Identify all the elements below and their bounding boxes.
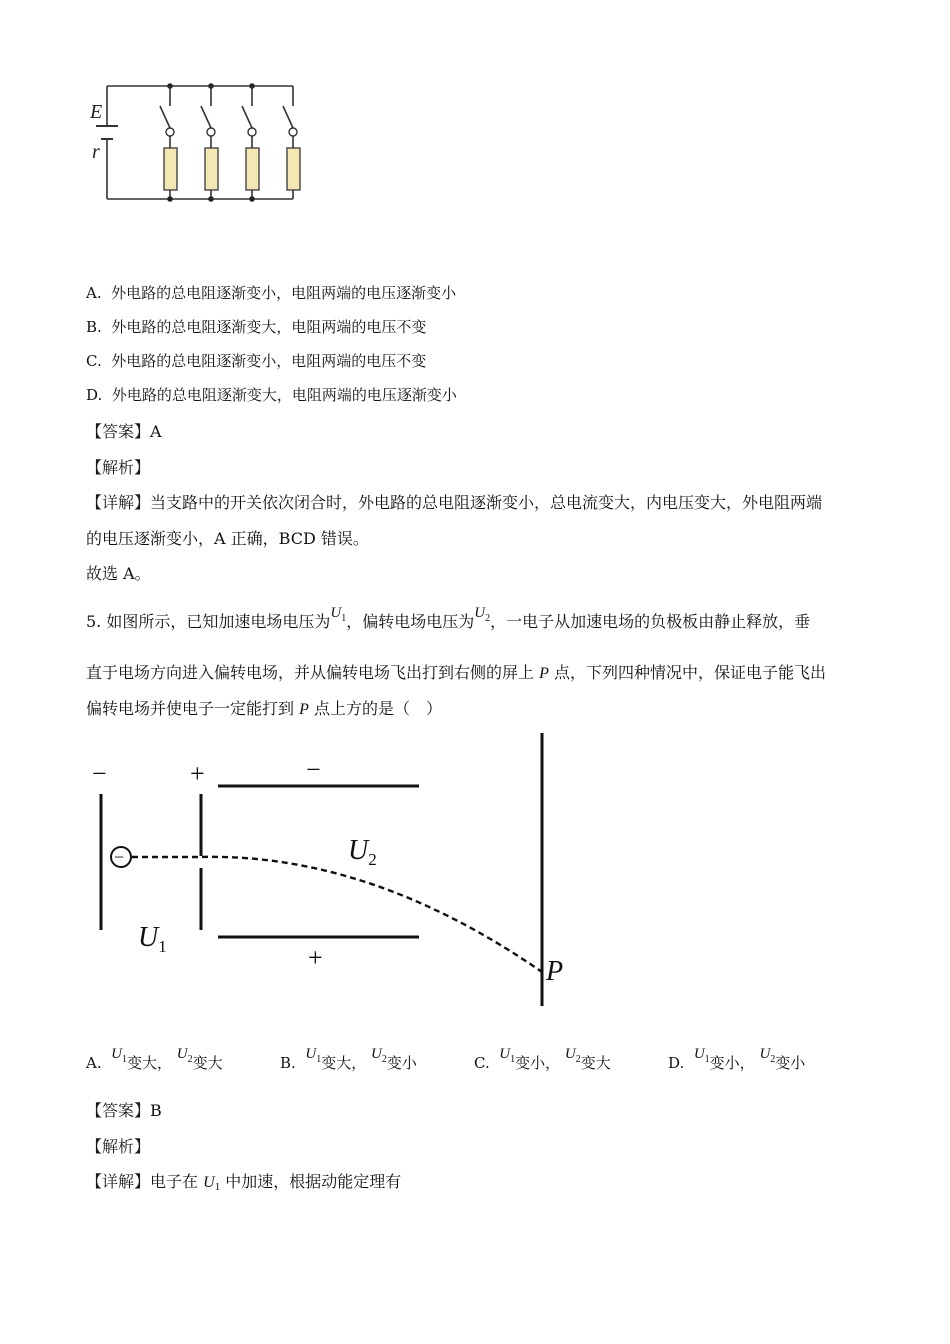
electron-symbol: − [114,847,125,867]
branch-4 [283,98,300,199]
circuit-diagram [80,78,320,208]
emf-label: E [90,101,103,123]
q5-stem-part1: 如图所示，已知加速电场电压为 [106,612,331,631]
q4-option-b [86,316,426,337]
detail-tag: 【详解】 [86,1172,151,1191]
q5-stem-line1 [86,605,811,632]
q5-option-a: A. $U_1$变大， $U_2$变大 [86,1046,223,1072]
electron-trajectory [132,857,542,972]
plus-mid-label: + [190,759,205,788]
q4-analysis-tag: 【解析】 [86,458,151,477]
q4-option-d-text: 外电路的总电阻逐渐变大，电阻两端的电压逐渐变小 [111,386,457,404]
q4-option-a-letter: A. [86,284,102,302]
var-u1: $U_1$ [693,1046,710,1065]
var-u1: $U_1$ [111,1046,127,1065]
q4-option-c-letter: C. [86,352,102,370]
var-u2: $U_2$ [370,1046,387,1065]
branch-2 [201,83,218,202]
plus-bottom-plate-label: + [308,943,323,972]
answer-tag: 【答案】 [86,422,151,441]
minus-top-plate-label: − [306,755,321,784]
q5-option-b: B. $U_1$变大， $U_2$变小 [280,1046,417,1072]
var-u1: $U_1$ [305,1046,322,1065]
q4-option-d [86,384,457,405]
u1-label: $U_1$ [138,922,167,956]
var-u2: $U_2$ [564,1046,581,1065]
resistor-2 [205,148,218,190]
var-p: P [299,701,309,718]
q5-detail-line: 【详解】电子在 $U_1$ 中加速，根据动能定理有 [86,1172,402,1193]
var-u2: $U_2$ [759,1046,776,1065]
q4-answer: A [150,422,162,441]
var-u1: $U_1$ [499,1046,516,1065]
q4-option-b-letter: B. [86,318,102,336]
q5-option-d: D. $U_1$变小， $U_2$变小 [668,1046,806,1072]
q4-option-c [86,350,426,371]
q5-answer: B [150,1101,162,1120]
q5-stem-line3: 偏转电场并使电子一定能打到 P 点上方的是（ ） [86,699,442,718]
q5-option-c: C. $U_1$变小， $U_2$变大 [474,1046,611,1072]
point-p-label: P [546,956,564,987]
var-u2: $U_2$ [176,1046,193,1065]
internal-resistance-label: r [92,141,100,163]
q4-option-b-text: 外电路的总电阻逐渐变大，电阻两端的电压不变 [111,318,427,336]
answer-tag: 【答案】 [86,1101,151,1120]
var-u2: $U_2$ [474,605,491,624]
minus-left-label: − [92,759,107,788]
q5-answer-line [86,1098,162,1121]
q4-option-a-text: 外电路的总电阻逐渐变小，电阻两端的电压逐渐变小 [111,284,457,302]
q5-stem-line2: 直于电场方向进入偏转电场，并从偏转电场飞出打到右侧的屏上 P 点，下列四种情况中，保证电子能飞出 [86,663,826,682]
q4-option-d-letter: D. [86,386,103,404]
detail-tag: 【详解】 [86,493,151,512]
deflection-diagram [80,728,600,1013]
var-p: P [539,665,549,682]
var-u1: $U_1$ [203,1174,221,1193]
q4-detail-line1 [86,490,822,513]
resistor-1 [164,148,177,190]
resistor-4 [287,148,300,190]
q4-option-c-text: 外电路的总电阻逐渐变小，电阻两端的电压不变 [111,352,427,370]
q4-detail-text1: 当支路中的开关依次闭合时，外电路的总电阻逐渐变小，总电流变大，内电压变大，外电阻两端 [150,493,823,512]
q5-stem-part3: ，一电子从加速电场的负极板由静止释放，垂 [490,612,811,631]
q4-conclusion: 故选 A。 [86,564,151,583]
q5-analysis-tag: 【解析】 [86,1137,151,1156]
q5-number: 5. [86,612,102,631]
q4-option-a [86,282,456,303]
branch-1 [160,83,177,202]
var-u1: $U_1$ [330,605,347,624]
u2-label: $U_2$ [348,835,377,869]
q4-answer-line [86,419,162,442]
branch-3 [242,83,259,202]
resistor-3 [246,148,259,190]
q5-stem-part2: ，偏转电场电压为 [346,612,475,631]
q4-detail-line2: 的电压逐渐变小，A 正确，BCD 错误。 [86,529,369,548]
